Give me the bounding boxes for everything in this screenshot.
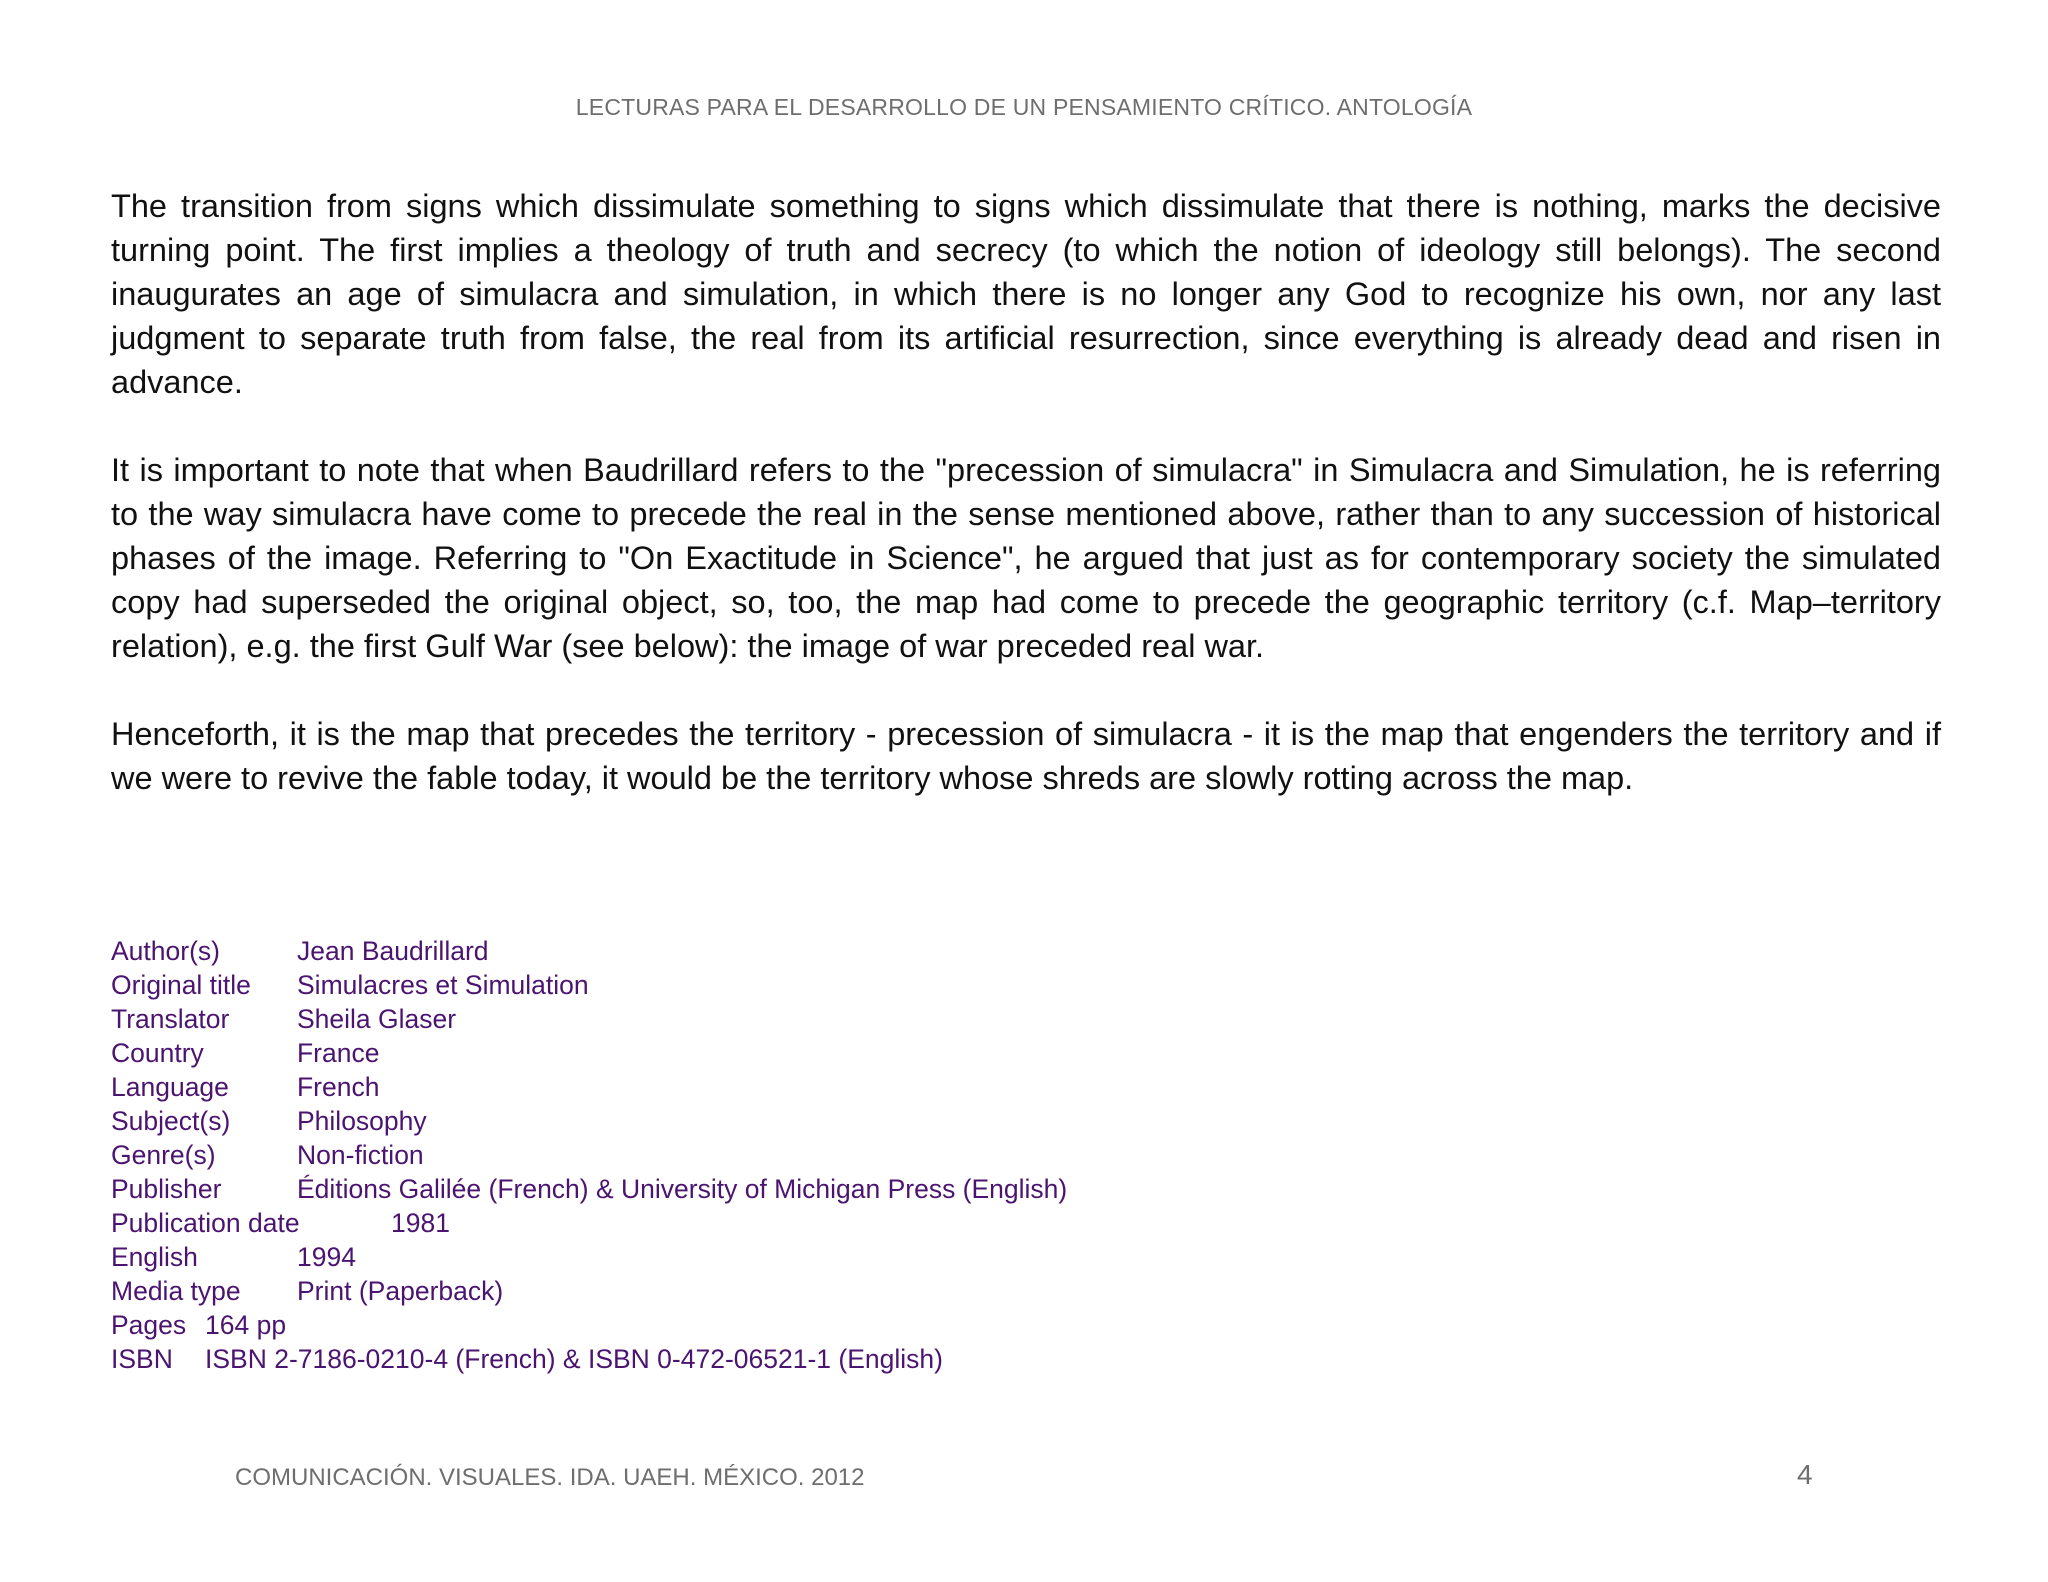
paragraph-2: It is important to note that when Baudrillard refers to the "precession of simulacra" in Simulacra and Simulation, he is referring to the way simulacra have come to precede the real in the sense mentioned above, rather than to any succession of historical phases of the image. Referring to "On Exactitude in Science", he argued that just as for contemporary society the simulated copy had superseded the original object, so, too, the map had come to precede the geographic territory (c.f. Map–territory relation), e.g. the first Gulf War (see below): the image of war preceded real war. <box>111 452 1941 664</box>
info-row-publication-date <box>111 1206 1067 1240</box>
info-value: 164 pp <box>205 1310 287 1340</box>
paragraph-3: Henceforth, it is the map that precedes the territory - precession of simulacra - it is the map that engenders the territory and if we were to revive the fable today, it would be the territory whose shreds are slowly rotting across the map. <box>111 716 1941 796</box>
info-row-isbn <box>111 1342 1067 1376</box>
info-value: France <box>297 1038 380 1068</box>
info-row-author <box>111 934 1067 968</box>
main-text <box>111 184 1941 800</box>
info-label: ISBN <box>111 1344 173 1374</box>
info-value: 1981 <box>391 1208 450 1238</box>
info-label: Author(s) <box>111 936 220 966</box>
info-row-genres <box>111 1138 1067 1172</box>
info-row-language <box>111 1070 1067 1104</box>
page-header: LECTURAS PARA EL DESARROLLO DE UN PENSAMIENTO CRÍTICO. ANTOLOGÍA <box>575 94 1473 120</box>
info-label: Translator <box>111 1004 230 1034</box>
info-value: Philosophy <box>297 1106 427 1136</box>
info-value: Éditions Galilée (French) & University of Michigan Press (English) <box>297 1174 1068 1204</box>
info-label: Subject(s) <box>111 1106 231 1136</box>
info-row-subjects <box>111 1104 1067 1138</box>
info-row-country <box>111 1036 1067 1070</box>
info-value: Sheila Glaser <box>297 1004 457 1034</box>
info-label: English <box>111 1242 198 1272</box>
info-value: 1994 <box>297 1242 356 1272</box>
info-value: French <box>297 1072 380 1102</box>
info-value: Jean Baudrillard <box>297 936 489 966</box>
info-label: Original title <box>111 970 251 1000</box>
info-row-media-type <box>111 1274 1067 1308</box>
info-label: Media type <box>111 1276 241 1306</box>
footer-credit: COMUNICACIÓN. VISUALES. IDA. UAEH. MÉXICO. 2012 <box>235 1464 865 1491</box>
info-row-pages <box>111 1308 1067 1342</box>
info-label: Language <box>111 1072 229 1102</box>
book-info-table <box>111 934 1067 1376</box>
info-value: ISBN 2-7186-0210-4 (French) & ISBN 0-472-06521-1 (English) <box>205 1344 943 1374</box>
info-row-original-title <box>111 968 1067 1002</box>
paragraph-1: The transition from signs which dissimulate something to signs which dissimulate that there is nothing, marks the decisive turning point. The first implies a theology of truth and secrecy (to which the notion of ideology still belongs). The second inaugurates an age of simulacra and simulation, in which there is no longer any God to recognize his own, nor any last judgment to separate truth from false, the real from its artificial resurrection, since everything is already dead and risen in advance. <box>111 188 1941 400</box>
info-label: Country <box>111 1038 204 1068</box>
info-value: Simulacres et Simulation <box>297 970 589 1000</box>
info-label: Pages <box>111 1310 187 1340</box>
info-label: Genre(s) <box>111 1140 216 1170</box>
info-row-english <box>111 1240 1067 1274</box>
info-row-publisher <box>111 1172 1067 1206</box>
info-row-translator <box>111 1002 1067 1036</box>
info-label: Publication date <box>111 1208 300 1238</box>
info-value: Print (Paperback) <box>297 1276 504 1306</box>
info-label: Publisher <box>111 1174 222 1204</box>
info-value: Non-fiction <box>297 1140 424 1170</box>
page-number: 4 <box>1797 1459 1813 1490</box>
